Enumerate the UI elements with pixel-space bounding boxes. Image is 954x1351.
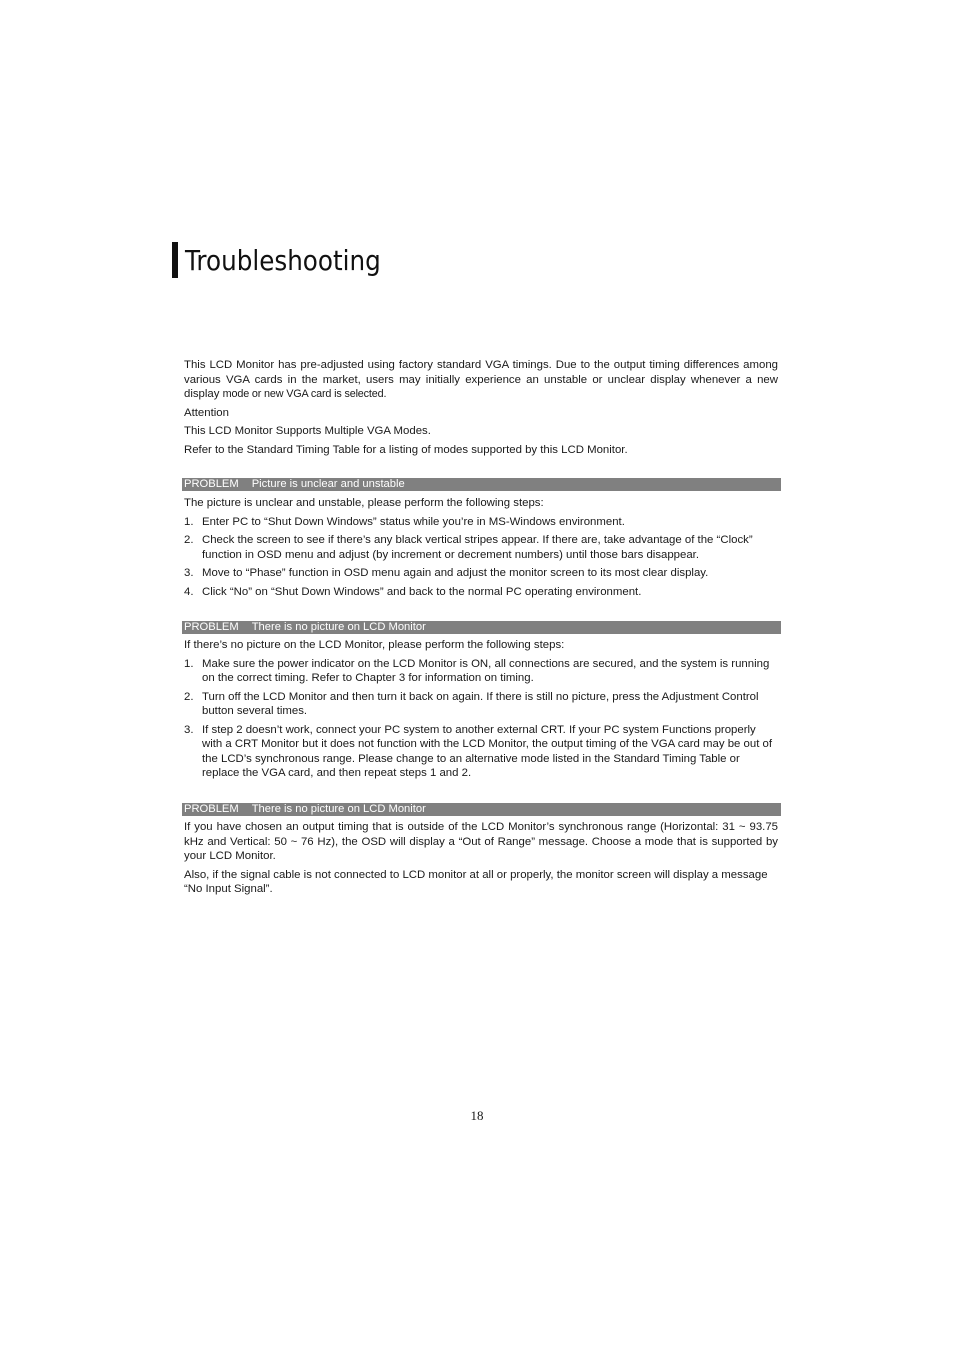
- list-item: [184, 690, 778, 719]
- list-item: [184, 723, 778, 781]
- intro-paragraph-main: This LCD Monitor has pre-adjusted using factory standard VGA timings. Due to the output timing differences among various VGA cards in the market, users may initially experience an unstable or unclear display whenever a new display: [184, 359, 778, 400]
- problem-section-2: [184, 638, 778, 785]
- problem-heading: There is no picture on LCD Monitor: [251, 803, 426, 815]
- problem-banner-2: [182, 621, 781, 634]
- steps-list: [184, 515, 778, 600]
- step-number: 3.: [184, 567, 194, 579]
- step-number: 2.: [184, 690, 194, 703]
- out-of-range-paragraph: If you have chosen an output timing that is outside of the LCD Monitor’s synchronous range (Horizontal: 31 ~ 93.75 kHz and Vertical: 50 ~ 76 Hz), the OSD will display a “Out of Range” message. Choose a mode that is supported by your LCD Monitor.: [184, 821, 778, 862]
- step-number: 3.: [184, 723, 194, 736]
- page-title: Troubleshooting: [185, 243, 381, 277]
- list-item: [184, 585, 778, 600]
- attention-label: Attention: [184, 406, 229, 419]
- step-number: 2.: [184, 534, 194, 546]
- problem-heading: Picture is unclear and unstable: [251, 478, 405, 490]
- list-item: [184, 533, 778, 562]
- list-item: [184, 566, 778, 581]
- problem-heading: There is no picture on LCD Monitor: [251, 621, 426, 633]
- intro-line-vga-modes: This LCD Monitor Supports Multiple VGA Modes.: [184, 425, 431, 437]
- step-text: Enter PC to “Shut Down Windows” status while you’re in MS-Windows environment.: [202, 515, 625, 528]
- intro-line-timing-table: Refer to the Standard Timing Table for a listing of modes supported by this LCD Monitor.: [184, 443, 628, 456]
- step-number: 1.: [184, 515, 194, 528]
- problem-section-3: [184, 820, 778, 897]
- step-text: Move to “Phase” function in OSD menu again and adjust the monitor screen to its most clear display.: [202, 567, 709, 579]
- intro-paragraph-end: mode or new VGA card is selected.: [222, 388, 387, 400]
- problem-banner-3: [182, 803, 781, 816]
- step-text: Click “No” on “Shut Down Windows” and back to the normal PC operating environment.: [202, 585, 642, 598]
- page-number: 18: [470, 1108, 484, 1123]
- problem-keyword: PROBLEM: [184, 803, 239, 815]
- problem-banner-1: [182, 478, 781, 491]
- no-input-signal-paragraph: Also, if the signal cable is not connected to LCD monitor at all or properly, the monitor screen will display a message “No Input Signal”.: [184, 868, 768, 895]
- steps-list: [184, 657, 778, 781]
- problem-keyword: PROBLEM: [184, 621, 239, 633]
- page-heading: [172, 240, 407, 280]
- section-lead: The picture is unclear and unstable, please perform the following steps:: [184, 497, 544, 509]
- step-number: 4.: [184, 585, 194, 598]
- intro-paragraph: [184, 358, 778, 402]
- intro-section: [184, 358, 778, 461]
- title-accent-bar: [172, 242, 178, 278]
- problem-section-1: [184, 496, 778, 603]
- list-item: [184, 515, 778, 530]
- step-text: Turn off the LCD Monitor and then turn it back on again. If there is still no picture, press the Adjustment Control button several times.: [202, 690, 759, 717]
- step-number: 1.: [184, 657, 194, 670]
- step-text: Check the screen to see if there’s any black vertical stripes appear. If there are, take advantage of the “Clock” function in OSD menu and adjust (by increment or decrement numbers) until those bars disappear.: [202, 534, 753, 561]
- step-text: If step 2 doesn’t work, connect your PC system to another external CRT. If your PC system Functions properly with a CRT Monitor but it does not function with the LCD Monitor, the output timing of the VGA card may be out of the LCD’s synchronous range. Please change to an alternative mode listed in the Standard Timing Table or replace the VGA card, and then repeat steps 1 and 2.: [202, 723, 773, 779]
- problem-keyword: PROBLEM: [184, 478, 239, 490]
- step-text: Make sure the power indicator on the LCD Monitor is ON, all connections are secured, and the system is running on the correct timing. Refer to Chapter 3 for information on timing.: [202, 657, 770, 684]
- list-item: [184, 657, 778, 686]
- section-lead: If there’s no picture on the LCD Monitor, please perform the following steps:: [184, 639, 565, 651]
